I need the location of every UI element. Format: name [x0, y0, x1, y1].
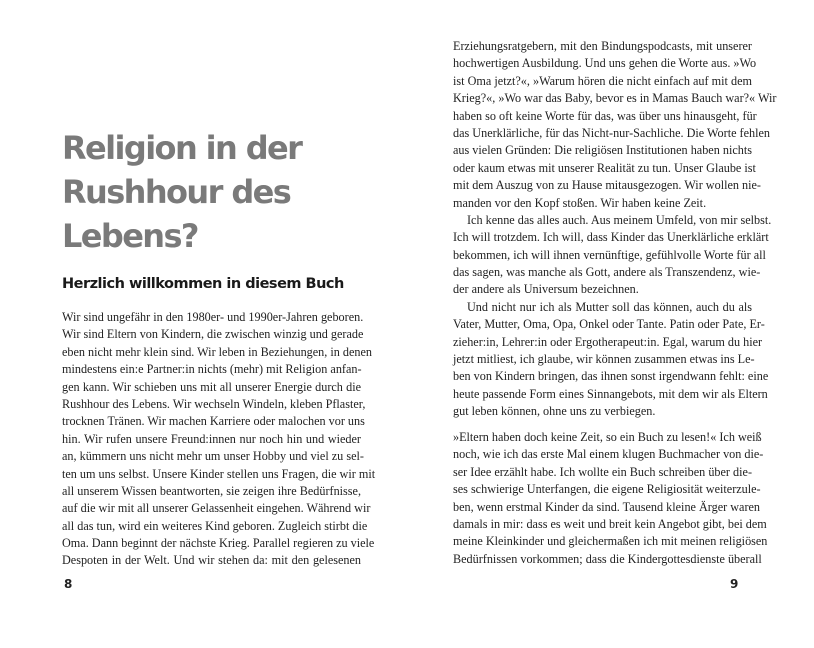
- text-line: damals in mir: dass es weit und breit kein Angebot gibt, bei dem: [453, 516, 767, 531]
- text-line: Bedürfnissen vorkommen; dass die Kindergottesdienste überall: [453, 551, 762, 566]
- text-line: »Eltern haben doch keine Zeit, so ein Buch zu lesen!« Ich weiß: [453, 430, 762, 444]
- text-line: Oma. Dann beginnt der nächste Krieg. Parallel regieren zu viele: [62, 536, 375, 551]
- text-line: hin. Wir rufen unsere Freund:innen nur noch hin und wieder: [62, 431, 361, 446]
- text-line: das Unerklärliche, für das Nicht-nur-Sachliche. Die Worte fehlen: [453, 125, 770, 140]
- text-line: aus vielen Gründen: Die religiösen Institutionen haben nichts: [453, 143, 752, 158]
- text-line: hochwertigen Ausbildung. Und uns gehen die Worte aus. »Wo: [453, 56, 757, 71]
- text-line: Rushhour des Lebens. Wir wechseln Windeln, kleben Pflaster,: [62, 396, 366, 411]
- text-line: ser Idee erzählt habe. Ich wollte ein Buch schreiben über die-: [453, 464, 752, 479]
- text-line: gut leben können, ohne uns zu verbiegen.: [453, 404, 656, 419]
- text-line: ten um uns selbst. Unsere Kinder stellen uns Fragen, die wir mit: [62, 466, 376, 481]
- text-line: eben nicht mehr klein sind. Wir leben in Beziehungen, in denen: [62, 344, 372, 359]
- left-page-body: [62, 309, 376, 570]
- text-line: meine Kleinkinder und gleichermaßen ich mit meinen religiösen: [453, 534, 768, 549]
- page-number-left: 8: [64, 577, 73, 591]
- text-line: Erziehungsratgebern, mit den Bindungspodcasts, mit unserer: [453, 39, 752, 53]
- text-line: Wir sind Eltern von Kindern, die zwischen winzig und gerade: [62, 327, 364, 342]
- text-line: jetzt mitliest, ich glaube, wir können zusammen etwas ins Le-: [453, 352, 755, 367]
- text-line: Vater, Mutter, Oma, Opa, Onkel oder Tante. Patin oder Pate, Er-: [453, 317, 765, 332]
- text-line: Krieg?«, »Wo war das Baby, bevor es in Mamas Bauch war?« Wir: [453, 91, 777, 106]
- section-heading: Herzlich willkommen in diesem Buch: [62, 276, 344, 292]
- text-line: mit dem Auszug von zu Hause mitausgezogen. Wir wollen nie-: [453, 178, 761, 193]
- text-line: trocknen Tränen. Wir machen Karriere oder malochen vor uns: [62, 414, 365, 429]
- text-line: mindestens ein:e Partner:in nichts (mehr) mit Religion anfan-: [62, 362, 362, 377]
- text-line: bekommen, ich will ihnen vernünftige, gefühlvolle Worte für all: [453, 247, 766, 262]
- text-line: gen kann. Wir schieben uns mit all unserer Energie durch die: [62, 379, 361, 394]
- chapter-title-line: Religion in der: [62, 129, 302, 167]
- text-line: ben, wenn erstmal Kinder da sind. Tausend kleine Ärger waren: [453, 499, 761, 514]
- text-line: Ich kenne das alles auch. Aus meinem Umfeld, von mir selbst.: [467, 212, 772, 227]
- text-line: Despoten in der Welt. Und wir stehen da: mit den gelesenen: [62, 553, 361, 568]
- chapter-title: [62, 126, 372, 258]
- text-line: Ich will trotzdem. Ich will, dass Kinder das Unerklärliche erklärt: [453, 230, 769, 245]
- text-line: oder kaum etwas mit unserer Realität zu tun. Unser Glaube ist: [453, 160, 756, 175]
- text-line: noch, wie ich das erste Mal einem klugen Buchmacher von die-: [453, 447, 764, 462]
- text-line: an, kümmern uns nicht mehr um unser Hobby und viel zu sel-: [62, 449, 364, 464]
- text-line: Und nicht nur ich als Mutter soll das können, auch du als: [467, 299, 752, 314]
- text-line: zieher:in, Lehrer:in oder Ergotherapeut:in. Egal, warum du hier: [453, 334, 763, 349]
- chapter-title-line: Rushhour des: [62, 173, 291, 211]
- text-line: heute passende Form eines Sinnangebots, mit dem wir als Eltern: [453, 386, 768, 401]
- page-number-right: 9: [730, 577, 739, 591]
- text-line: auf die wir mit all unserer Gelassenheit eingehen. Während wir: [62, 501, 371, 516]
- right-page-body-top: [453, 38, 777, 421]
- text-line: Wir sind ungefähr in den 1980er- und 1990er-Jahren geboren.: [62, 310, 364, 324]
- text-line: all unserem Wissen beantworten, sie zeigen ihre Bedürfnisse,: [62, 483, 361, 498]
- text-line: ses schwierige Unterfangen, die eigene Religiosität weiterzule-: [453, 482, 761, 497]
- text-line: ben von Kindern bringen, das ihnen sonst irgendwann fehlt: eine: [453, 369, 769, 384]
- text-line: das sagen, was manche als Gott, andere als Transzendenz, wie-: [453, 265, 761, 280]
- text-line: manden vor den Kopf stoßen. Wir haben keine Zeit.: [453, 195, 707, 210]
- right-page-body-bottom: [453, 429, 768, 568]
- chapter-title-line: Lebens?: [62, 217, 198, 255]
- text-line: haben so oft keine Worte für das, was über uns hinausgeht, für: [453, 108, 757, 123]
- text-line: der andere als Universum bezeichnen.: [453, 282, 639, 297]
- text-line: ist Oma jetzt?«, »Warum hören die nicht einfach auf mit dem: [453, 73, 752, 88]
- text-line: all das tun, wird ein weiteres Kind geboren. Zugleich stirbt die: [62, 518, 368, 533]
